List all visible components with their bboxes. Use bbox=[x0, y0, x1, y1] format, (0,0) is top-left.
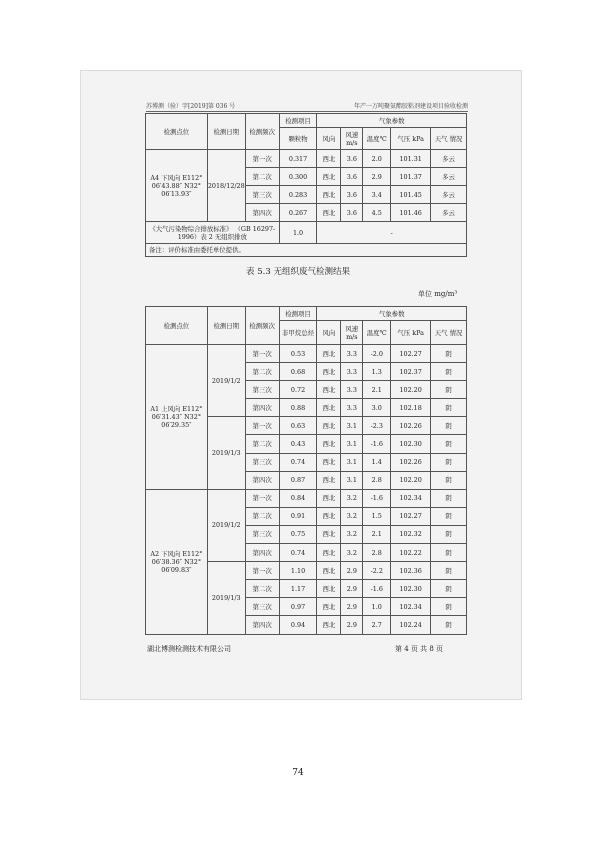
freq-cell: 第三次 bbox=[245, 525, 279, 543]
speed-cell: 3.2 bbox=[341, 525, 363, 543]
col-header-pressure: 气压 kPa bbox=[391, 128, 431, 150]
cond-cell: 阴 bbox=[431, 580, 467, 598]
speed-cell: 2.9 bbox=[341, 580, 363, 598]
press-cell: 102.30 bbox=[391, 435, 431, 453]
col-header-nmhc: 非甲烷总烃 bbox=[279, 321, 317, 345]
temp-cell: 3.4 bbox=[363, 186, 391, 204]
speed-cell: 3.3 bbox=[341, 363, 363, 381]
press-cell: 102.36 bbox=[391, 562, 431, 580]
value-cell: 0.91 bbox=[279, 507, 317, 525]
press-cell: 101.46 bbox=[391, 204, 431, 222]
temp-cell: -1.6 bbox=[363, 489, 391, 507]
date-cell: 2019/1/3 bbox=[207, 562, 245, 634]
freq-cell: 第三次 bbox=[245, 186, 279, 204]
press-cell: 102.34 bbox=[391, 489, 431, 507]
speed-cell: 3.2 bbox=[341, 507, 363, 525]
speed-cell: 3.1 bbox=[341, 417, 363, 435]
value-cell: 0.84 bbox=[279, 489, 317, 507]
temp-cell: 1.3 bbox=[363, 363, 391, 381]
value-cell: 0.68 bbox=[279, 363, 317, 381]
col-header-weather: 气象参数 bbox=[317, 114, 467, 128]
press-cell: 102.27 bbox=[391, 507, 431, 525]
temp-cell: 2.8 bbox=[363, 471, 391, 489]
cond-cell: 多云 bbox=[431, 186, 467, 204]
speed-cell: 2.9 bbox=[341, 598, 363, 616]
col-header-wind-speed: 风速 m/s bbox=[341, 128, 363, 150]
cond-cell: 阴 bbox=[431, 507, 467, 525]
freq-cell: 第三次 bbox=[245, 381, 279, 399]
wind-cell: 西北 bbox=[317, 525, 341, 543]
freq-cell: 第二次 bbox=[245, 507, 279, 525]
press-cell: 102.37 bbox=[391, 363, 431, 381]
temp-cell: 1.4 bbox=[363, 453, 391, 471]
report-number: 苏博测（验）字[2019]第 036 号 bbox=[146, 103, 236, 110]
wind-cell: 西北 bbox=[317, 544, 341, 562]
temp-cell: 2.1 bbox=[363, 525, 391, 543]
speed-cell: 3.3 bbox=[341, 399, 363, 417]
temp-cell: 3.0 bbox=[363, 399, 391, 417]
speed-cell: 2.9 bbox=[341, 616, 363, 634]
page-number: 74 bbox=[292, 768, 304, 778]
col-header-temperature: 温度℃ bbox=[363, 321, 391, 345]
col-header-weather-condition: 天气 情况 bbox=[431, 128, 467, 150]
point-cell: A2 下风向 E112° 06′38.36″ N32° 06′09.83″ bbox=[146, 489, 208, 634]
value-cell: 0.300 bbox=[279, 168, 317, 186]
wind-cell: 西北 bbox=[317, 507, 341, 525]
cond-cell: 多云 bbox=[431, 168, 467, 186]
press-cell: 102.20 bbox=[391, 471, 431, 489]
speed-cell: 3.2 bbox=[341, 489, 363, 507]
freq-cell: 第二次 bbox=[245, 435, 279, 453]
cond-cell: 阴 bbox=[431, 616, 467, 634]
freq-cell: 第三次 bbox=[245, 453, 279, 471]
temp-cell: 2.1 bbox=[363, 381, 391, 399]
speed-cell: 3.2 bbox=[341, 544, 363, 562]
table-title: 表 5.3 无组织废气检测结果 bbox=[246, 267, 350, 277]
speed-cell: 3.1 bbox=[341, 453, 363, 471]
wind-cell: 西北 bbox=[317, 345, 341, 363]
date-cell: 2019/1/2 bbox=[207, 345, 245, 417]
press-cell: 102.22 bbox=[391, 544, 431, 562]
temp-cell: 2.0 bbox=[363, 150, 391, 168]
cond-cell: 多云 bbox=[431, 204, 467, 222]
value-cell: 0.72 bbox=[279, 381, 317, 399]
value-cell: 0.74 bbox=[279, 544, 317, 562]
speed-cell: 3.6 bbox=[341, 204, 363, 222]
value-cell: 0.97 bbox=[279, 598, 317, 616]
cond-cell: 阴 bbox=[431, 471, 467, 489]
col-header-frequency: 检测频次 bbox=[245, 114, 279, 150]
temp-cell: -2.0 bbox=[363, 345, 391, 363]
cond-cell: 多云 bbox=[431, 150, 467, 168]
standard-dash: - bbox=[317, 222, 467, 244]
col-header-date: 检测日期 bbox=[207, 114, 245, 150]
col-header-weather-condition: 天气 情况 bbox=[431, 321, 467, 345]
point-cell: A1 上风向 E112° 06′31.43″ N32° 06′29.35″ bbox=[146, 345, 208, 490]
freq-cell: 第二次 bbox=[245, 168, 279, 186]
press-cell: 102.26 bbox=[391, 417, 431, 435]
wind-cell: 西北 bbox=[317, 186, 341, 204]
cond-cell: 阴 bbox=[431, 435, 467, 453]
cond-cell: 阴 bbox=[431, 544, 467, 562]
col-header-pressure: 气压 kPa bbox=[391, 321, 431, 345]
freq-cell: 第一次 bbox=[245, 345, 279, 363]
table-row bbox=[146, 489, 467, 507]
wind-cell: 西北 bbox=[317, 204, 341, 222]
freq-cell: 第一次 bbox=[245, 562, 279, 580]
project-name: 年产一万吨聚氨酯胶粘剂建设项目验收检测 bbox=[353, 103, 468, 110]
freq-cell: 第二次 bbox=[245, 580, 279, 598]
col-header-temperature: 温度℃ bbox=[363, 128, 391, 150]
wind-cell: 西北 bbox=[317, 168, 341, 186]
cond-cell: 阴 bbox=[431, 363, 467, 381]
temp-cell: 1.5 bbox=[363, 507, 391, 525]
cond-cell: 阴 bbox=[431, 345, 467, 363]
speed-cell: 3.6 bbox=[341, 186, 363, 204]
press-cell: 101.37 bbox=[391, 168, 431, 186]
wind-cell: 西北 bbox=[317, 598, 341, 616]
wind-cell: 西北 bbox=[317, 471, 341, 489]
cond-cell: 阴 bbox=[431, 525, 467, 543]
press-cell: 102.26 bbox=[391, 453, 431, 471]
temp-cell: 2.7 bbox=[363, 616, 391, 634]
col-header-wind-direction: 风向 bbox=[317, 128, 341, 150]
wind-cell: 西北 bbox=[317, 562, 341, 580]
speed-cell: 3.1 bbox=[341, 471, 363, 489]
col-header-date: 检测日期 bbox=[207, 307, 245, 345]
footer-company: 湖北博测检测技术有限公司 bbox=[147, 645, 231, 653]
date-cell: 2019/1/3 bbox=[207, 417, 245, 489]
freq-cell: 第一次 bbox=[245, 150, 279, 168]
value-cell: 0.317 bbox=[279, 150, 317, 168]
wind-cell: 西北 bbox=[317, 580, 341, 598]
freq-cell: 第四次 bbox=[245, 616, 279, 634]
freq-cell: 第四次 bbox=[245, 204, 279, 222]
cond-cell: 阴 bbox=[431, 399, 467, 417]
value-cell: 0.74 bbox=[279, 453, 317, 471]
wind-cell: 西北 bbox=[317, 363, 341, 381]
col-header-frequency: 检测频次 bbox=[245, 307, 279, 345]
table-row bbox=[146, 345, 467, 363]
col-header-wind-direction: 风向 bbox=[317, 321, 341, 345]
wind-cell: 西北 bbox=[317, 453, 341, 471]
temp-cell: 1.0 bbox=[363, 598, 391, 616]
value-cell: 0.63 bbox=[279, 417, 317, 435]
freq-cell: 第四次 bbox=[245, 544, 279, 562]
col-header-item: 检测项目 bbox=[279, 114, 317, 128]
freq-cell: 第一次 bbox=[245, 417, 279, 435]
temp-cell: -2.2 bbox=[363, 562, 391, 580]
value-cell: 0.43 bbox=[279, 435, 317, 453]
wind-cell: 西北 bbox=[317, 489, 341, 507]
table-note: 备注：评价标准由委托单位提供。 bbox=[146, 244, 467, 257]
wind-cell: 西北 bbox=[317, 381, 341, 399]
wind-cell: 西北 bbox=[317, 399, 341, 417]
col-header-weather: 气象参数 bbox=[317, 307, 467, 321]
temp-cell: 4.5 bbox=[363, 204, 391, 222]
speed-cell: 3.3 bbox=[341, 345, 363, 363]
wind-cell: 西北 bbox=[317, 150, 341, 168]
speed-cell: 2.9 bbox=[341, 562, 363, 580]
point-cell: A4 下风向 E112° 06′43.88″ N32° 06′13.93″ bbox=[146, 150, 208, 222]
value-cell: 0.53 bbox=[279, 345, 317, 363]
col-header-pm: 颗粒物 bbox=[279, 128, 317, 150]
table-unit: 单位 mg/m³ bbox=[418, 290, 458, 298]
table-nmhc-results bbox=[145, 306, 467, 635]
value-cell: 0.283 bbox=[279, 186, 317, 204]
press-cell: 101.31 bbox=[391, 150, 431, 168]
value-cell: 0.267 bbox=[279, 204, 317, 222]
speed-cell: 3.6 bbox=[341, 168, 363, 186]
temp-cell: 2.9 bbox=[363, 168, 391, 186]
freq-cell: 第四次 bbox=[245, 399, 279, 417]
press-cell: 102.30 bbox=[391, 580, 431, 598]
press-cell: 102.24 bbox=[391, 616, 431, 634]
wind-cell: 西北 bbox=[317, 417, 341, 435]
value-cell: 0.94 bbox=[279, 616, 317, 634]
cond-cell: 阴 bbox=[431, 489, 467, 507]
running-header bbox=[146, 99, 468, 112]
press-cell: 101.45 bbox=[391, 186, 431, 204]
col-header-point: 检测点位 bbox=[146, 114, 208, 150]
cond-cell: 阴 bbox=[431, 381, 467, 399]
temp-cell: -1.6 bbox=[363, 435, 391, 453]
value-cell: 1.10 bbox=[279, 562, 317, 580]
value-cell: 0.75 bbox=[279, 525, 317, 543]
temp-cell: -1.6 bbox=[363, 580, 391, 598]
cond-cell: 阴 bbox=[431, 417, 467, 435]
wind-cell: 西北 bbox=[317, 616, 341, 634]
date-cell: 2018/12/28 bbox=[207, 150, 245, 222]
freq-cell: 第三次 bbox=[245, 598, 279, 616]
wind-cell: 西北 bbox=[317, 435, 341, 453]
cond-cell: 阴 bbox=[431, 453, 467, 471]
value-cell: 1.17 bbox=[279, 580, 317, 598]
date-cell: 2019/1/2 bbox=[207, 489, 245, 561]
value-cell: 0.88 bbox=[279, 399, 317, 417]
press-cell: 102.27 bbox=[391, 345, 431, 363]
press-cell: 102.20 bbox=[391, 381, 431, 399]
temp-cell: -2.3 bbox=[363, 417, 391, 435]
footer-page-info: 第 4 页 共 8 页 bbox=[395, 645, 444, 653]
freq-cell: 第一次 bbox=[245, 489, 279, 507]
freq-cell: 第二次 bbox=[245, 363, 279, 381]
press-cell: 102.34 bbox=[391, 598, 431, 616]
speed-cell: 3.6 bbox=[341, 150, 363, 168]
temp-cell: 2.8 bbox=[363, 544, 391, 562]
value-cell: 0.87 bbox=[279, 471, 317, 489]
cond-cell: 阴 bbox=[431, 598, 467, 616]
press-cell: 102.32 bbox=[391, 525, 431, 543]
speed-cell: 3.1 bbox=[341, 435, 363, 453]
standard-label: 《大气污染物综合排放标准》 （GB 16297-1996）表 2 无组织排放 bbox=[146, 222, 280, 244]
col-header-item: 检测项目 bbox=[279, 307, 317, 321]
standard-limit: 1.0 bbox=[279, 222, 317, 244]
col-header-point: 检测点位 bbox=[146, 307, 208, 345]
speed-cell: 3.3 bbox=[341, 381, 363, 399]
freq-cell: 第四次 bbox=[245, 471, 279, 489]
col-header-wind-speed: 风速 m/s bbox=[341, 321, 363, 345]
table-pm-results bbox=[145, 113, 467, 257]
cond-cell: 阴 bbox=[431, 562, 467, 580]
press-cell: 102.18 bbox=[391, 399, 431, 417]
